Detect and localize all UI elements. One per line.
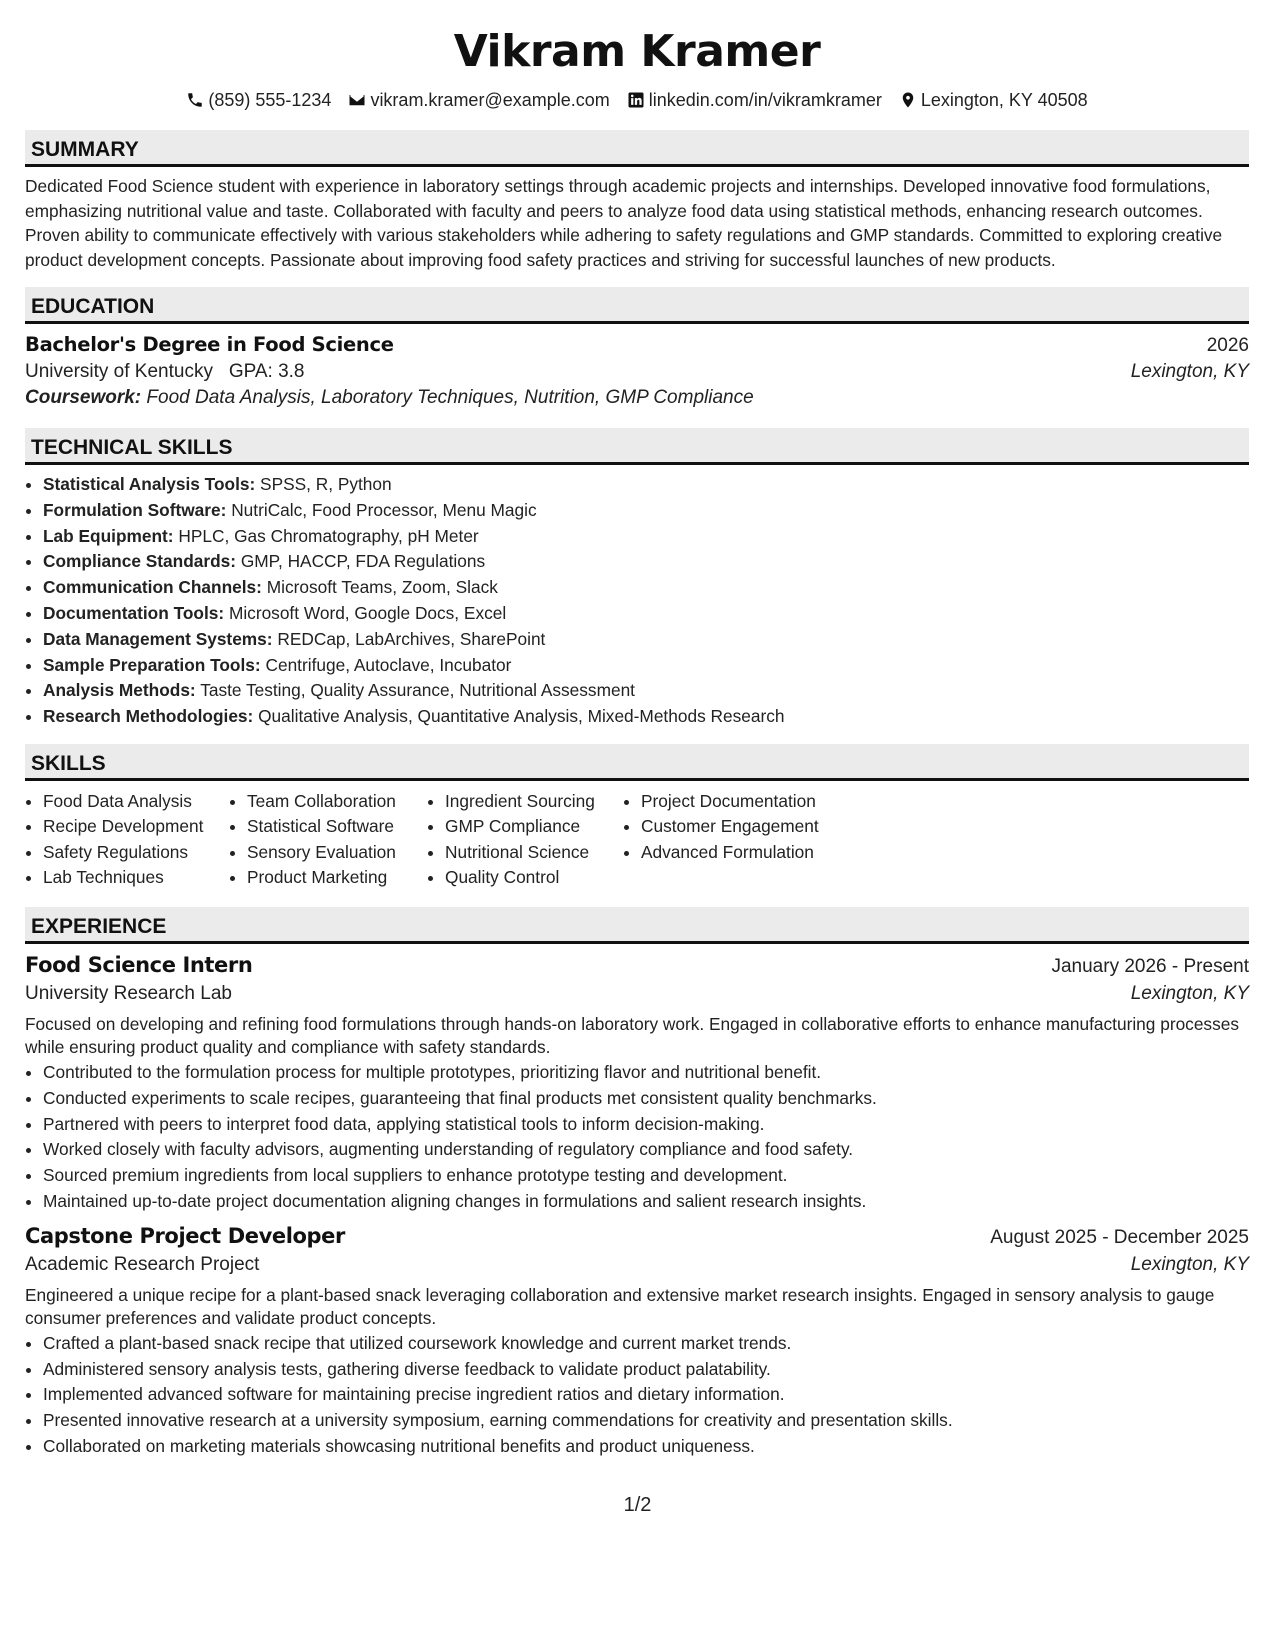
list-item: • Presented innovative research at a university symposium, earning commendations for creativity and presentation skills. <box>43 1408 1249 1434</box>
job-title-row <box>25 1224 1249 1249</box>
skill-label: Research Methodologies: <box>43 706 254 727</box>
job-title-row <box>25 953 1249 978</box>
skill-label: Communication Channels: <box>43 577 262 598</box>
technical-skills-list <box>25 472 1249 730</box>
job-entry <box>25 1224 1249 1460</box>
resume-page <box>25 0 1249 1460</box>
skill-label: Analysis Methods: <box>43 680 196 701</box>
skill-value: SPSS, R, Python <box>260 474 392 494</box>
skill-value: Taste Testing, Quality Assurance, Nutritional Assessment <box>200 680 635 701</box>
contact-location <box>899 90 1088 111</box>
list-item: • Project Documentation <box>641 789 861 815</box>
list-item: • Collaborated on marketing materials showcasing nutritional benefits and product uniqueness. <box>43 1434 1249 1460</box>
email-link[interactable]: vikram.kramer@example.com <box>370 89 610 110</box>
contact-phone <box>186 90 331 111</box>
list-item <box>43 627 1249 653</box>
skills-column-2 <box>229 789 427 891</box>
gpa: GPA: 3.8 <box>228 361 305 382</box>
list-item: • Crafted a plant-based snack recipe that utilized coursework knowledge and current market trends. <box>43 1331 1249 1357</box>
list-item: • Nutritional Science <box>445 840 623 866</box>
education-degree-row <box>25 333 1249 357</box>
skills-column-4 <box>623 789 861 891</box>
contact-bar <box>25 87 1249 113</box>
skill-value: GMP, HACCP, FDA Regulations <box>240 551 486 572</box>
envelope-icon <box>348 91 366 109</box>
list-item: • Advanced Formulation <box>641 840 861 866</box>
linkedin-link[interactable]: linkedin.com/in/vikramkramer <box>648 89 882 110</box>
skill-label: Documentation Tools: <box>43 602 225 623</box>
list-item <box>43 678 1249 704</box>
list-item <box>43 498 1249 524</box>
contact-linkedin[interactable] <box>627 90 882 111</box>
job-location: Lexington, KY <box>1130 1253 1249 1275</box>
job-bullets <box>25 1331 1249 1460</box>
skill-value: REDCap, LabArchives, SharePoint <box>277 628 546 649</box>
job-location: Lexington, KY <box>1130 982 1249 1004</box>
list-item: • Worked closely with faculty advisors, augmenting understanding of regulatory compliance and food safety. <box>43 1137 1249 1163</box>
job-dates: August 2025 - December 2025 <box>990 1226 1249 1248</box>
skill-label: Sample Preparation Tools: <box>43 654 261 675</box>
job-title: Food Science Intern <box>25 952 253 977</box>
skill-label: Compliance Standards: <box>43 551 237 572</box>
skill-value: Microsoft Word, Google Docs, Excel <box>228 602 507 623</box>
graduation-year: 2026 <box>1206 335 1249 356</box>
list-item: • Partnered with peers to interpret food data, applying statistical tools to inform decision-making. <box>43 1112 1249 1138</box>
list-item: • Maintained up-to-date project documentation aligning changes in formulations and salient research insights. <box>43 1189 1249 1215</box>
phone-text: (859) 555-1234 <box>208 89 332 110</box>
list-item <box>43 704 1249 730</box>
list-item: • Ingredient Sourcing <box>445 789 623 815</box>
job-description: Focused on developing and refining food formulations through hands-on laboratory work. Engaged in collaborative efforts to enhance manufacturing processes while ensuring product quality and compliance with safety standards. <box>25 1013 1239 1058</box>
map-pin-icon <box>899 91 917 109</box>
list-item: • Food Data Analysis <box>43 789 229 815</box>
list-item: • Sensory Evaluation <box>247 840 427 866</box>
experience-heading: EXPERIENCE <box>25 907 1249 944</box>
list-item: • Product Marketing <box>247 865 427 891</box>
job-bullets <box>25 1060 1249 1215</box>
page-number: 1/2 <box>623 1494 652 1516</box>
list-item: • Customer Engagement <box>641 814 861 840</box>
list-item: • Team Collaboration <box>247 789 427 815</box>
coursework-line <box>25 387 1249 409</box>
job-description: Engineered a unique recipe for a plant-based snack leveraging collaboration and extensive market research insights. Engaged in sensory analysis to gauge consumer preferences and validate product concepts. <box>25 1284 1215 1329</box>
skills-grid <box>25 789 1249 891</box>
education-heading: EDUCATION <box>25 287 1249 324</box>
skill-value: Microsoft Teams, Zoom, Slack <box>266 577 498 598</box>
technical-skills-heading: TECHNICAL SKILLS <box>25 428 1249 465</box>
school-location: Lexington, KY <box>1130 361 1249 382</box>
list-item <box>43 549 1249 575</box>
candidate-name: Vikram Kramer <box>453 26 821 77</box>
coursework-label: Coursework: <box>25 387 142 408</box>
degree-title: Bachelor's Degree in Food Science <box>25 333 394 356</box>
job-org: University Research Lab <box>25 982 232 1004</box>
skill-label: Statistical Analysis Tools: <box>43 474 256 494</box>
list-item: • GMP Compliance <box>445 814 623 840</box>
list-item: • Sourced premium ingredients from local suppliers to enhance prototype testing and development. <box>43 1163 1249 1189</box>
job-org-row <box>25 1254 1249 1276</box>
linkedin-icon <box>627 91 645 109</box>
education-school-row <box>25 361 1249 383</box>
coursework-list: Food Data Analysis, Laboratory Techniques, Nutrition, GMP Compliance <box>146 387 754 408</box>
skill-label: Data Management Systems: <box>43 628 273 649</box>
job-title: Capstone Project Developer <box>25 1223 345 1248</box>
skill-value: Centrifuge, Autoclave, Incubator <box>265 654 512 675</box>
skills-column-1 <box>25 789 229 891</box>
list-item: • Administered sensory analysis tests, gathering diverse feedback to validate product palatability. <box>43 1357 1249 1383</box>
list-item: • Lab Techniques <box>43 865 229 891</box>
list-item <box>43 472 1249 498</box>
skill-value: NutriCalc, Food Processor, Menu Magic <box>231 499 537 520</box>
list-item: • Quality Control <box>445 865 623 891</box>
location-text: Lexington, KY 40508 <box>920 89 1088 110</box>
job-org: Academic Research Project <box>25 1253 260 1275</box>
list-item: • Safety Regulations <box>43 840 229 866</box>
list-item: • Contributed to the formulation process for multiple prototypes, prioritizing flavor and nutritional benefit. <box>43 1060 1249 1086</box>
school-line <box>25 361 305 383</box>
skill-label: Lab Equipment: <box>43 525 174 546</box>
school-name: University of Kentucky <box>25 361 213 382</box>
list-item: • Statistical Software <box>247 814 427 840</box>
summary-heading: SUMMARY <box>25 130 1249 167</box>
list-item <box>43 601 1249 627</box>
skill-label: Formulation Software: <box>43 499 227 520</box>
skill-value: Qualitative Analysis, Quantitative Analysis, Mixed-Methods Research <box>258 706 785 727</box>
phone-icon <box>186 91 204 109</box>
job-entry <box>25 953 1249 1215</box>
skills-column-3 <box>427 789 623 891</box>
list-item: • Recipe Development <box>43 814 229 840</box>
job-dates: January 2026 - Present <box>1051 955 1249 977</box>
job-org-row <box>25 983 1249 1005</box>
summary-text: Dedicated Food Science student with experience in laboratory settings through academic projects and internships. Developed innovative food formulations, emphasizing nutritional value and taste. Collaborated with faculty and peers to analyze food data using statistical methods, enhancing research outcomes. Proven ability to communicate effectively with various stakeholders while adhering to safety regulations and GMP standards. Committed to exploring creative product development concepts. Passionate about improving food safety practices and striving for successful launches of new products. <box>25 176 1223 270</box>
list-item <box>43 524 1249 550</box>
skills-heading: SKILLS <box>25 744 1249 781</box>
list-item <box>43 575 1249 601</box>
list-item: • Implemented advanced software for maintaining precise ingredient ratios and dietary information. <box>43 1382 1249 1408</box>
skill-value: HPLC, Gas Chromatography, pH Meter <box>178 525 479 546</box>
list-item <box>43 653 1249 679</box>
list-item: • Conducted experiments to scale recipes, guaranteeing that final products met consistent quality benchmarks. <box>43 1086 1249 1112</box>
contact-email[interactable] <box>348 90 609 111</box>
